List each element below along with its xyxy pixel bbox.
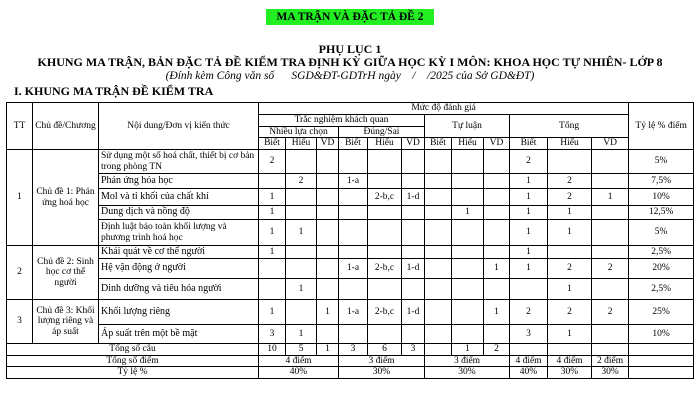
value-cell [425, 300, 452, 325]
value-cell [402, 206, 425, 220]
value-cell: 2 [548, 189, 592, 206]
value-cell [402, 325, 425, 344]
header-biet: Biết [510, 138, 548, 150]
value-cell [548, 246, 592, 259]
value-cell [339, 189, 368, 206]
value-cell [286, 246, 317, 259]
total-questions-row [7, 344, 694, 356]
value-cell [339, 279, 368, 300]
value-cell: 1 [510, 206, 548, 220]
subtitle: (Đính kèm Công văn số SGD&ĐT-GDTrH ngày / /2025 của Sở GD&ĐT) [165, 70, 535, 82]
empty-cell [548, 344, 592, 356]
header-hieu: Hiểu [368, 138, 402, 150]
value-cell [592, 206, 629, 220]
content-cell: Áp suất trên một bề mặt [99, 325, 259, 344]
value-cell [592, 279, 629, 300]
total-points-row [7, 355, 694, 367]
header-hieu: Hiểu [548, 138, 592, 150]
main-title: KHUNG MA TRẬN, BẢN ĐẶC TẢ ĐỀ KIỂM TRA ĐỊNH KỲ GIỮA HỌC KỲ I MÔN: KHOA HỌC TỰ NHIÊN- LỚP 8 [37, 55, 663, 69]
value-cell: 2 [548, 300, 592, 325]
content-cell: Hệ vận động ở người [99, 259, 259, 279]
value-cell [425, 325, 452, 344]
value-cell [484, 220, 510, 246]
total-questions-cell: 1 [317, 344, 339, 356]
value-cell [317, 150, 339, 174]
value-cell [317, 189, 339, 206]
value-cell: 2 [510, 300, 548, 325]
value-cell: 1 [259, 300, 286, 325]
empty-cell [510, 344, 548, 356]
total-questions-cell [425, 344, 452, 356]
empty-cell [629, 367, 694, 379]
value-cell [452, 189, 484, 206]
total-points-cell: 3 điểm [425, 355, 510, 367]
value-cell: 2-b,c [368, 300, 402, 325]
value-cell: 1-a [339, 300, 368, 325]
table-row [7, 150, 694, 174]
ratio-label: Tỷ lệ % [7, 367, 259, 379]
value-cell: 1-a [339, 259, 368, 279]
header-chapter: Chủ đề/Chương [33, 103, 99, 150]
table-row [7, 325, 694, 344]
value-cell: 1 [452, 206, 484, 220]
value-cell [452, 259, 484, 279]
value-cell [452, 174, 484, 189]
value-cell [339, 325, 368, 344]
appendix-title: PHỤ LỤC 1 [318, 42, 382, 56]
percent-cell: 2,5% [629, 246, 694, 259]
header-hieu: Hiểu [286, 138, 317, 150]
value-cell: 2 [548, 174, 592, 189]
table-row [7, 300, 694, 325]
chapter-cell: Chủ đề 2: Sinh học cơ thể người [33, 246, 99, 300]
value-cell [368, 174, 402, 189]
total-questions-label: Tổng số câu [7, 344, 259, 356]
percent-cell: 20% [629, 259, 694, 279]
header-level: Mức độ đánh giá [259, 103, 629, 115]
value-cell: 1 [259, 220, 286, 246]
total-questions-cell: 3 [339, 344, 368, 356]
header-multiple-choice: Nhiều lựa chọn [259, 126, 339, 138]
header-biet: Biết [339, 138, 368, 150]
value-cell [592, 150, 629, 174]
value-cell: 1 [548, 206, 592, 220]
table-row [7, 189, 694, 206]
header-tt: TT [7, 103, 33, 150]
value-cell [317, 279, 339, 300]
value-cell [402, 150, 425, 174]
percent-cell: 10% [629, 325, 694, 344]
value-cell [317, 246, 339, 259]
value-cell [452, 300, 484, 325]
value-cell: 2 [286, 174, 317, 189]
value-cell [286, 150, 317, 174]
total-points-cell: 4 điểm [510, 355, 548, 367]
percent-cell: 10% [629, 189, 694, 206]
value-cell: 1 [317, 300, 339, 325]
value-cell: 1 [510, 220, 548, 246]
value-cell: 1 [592, 189, 629, 206]
value-cell [286, 259, 317, 279]
value-cell [317, 220, 339, 246]
value-cell [286, 189, 317, 206]
percent-cell: 7,5% [629, 174, 694, 189]
value-cell: 1 [510, 246, 548, 259]
header-total: Tổng [510, 115, 629, 138]
value-cell [339, 246, 368, 259]
header-content: Nội dung/Đơn vị kiến thức [99, 103, 259, 150]
value-cell [592, 174, 629, 189]
value-cell [510, 279, 548, 300]
total-questions-cell: 6 [368, 344, 402, 356]
ratio-cell: 30% [339, 367, 425, 379]
table-row [7, 279, 694, 300]
value-cell [317, 206, 339, 220]
value-cell [317, 325, 339, 344]
header-biet: Biết [425, 138, 452, 150]
value-cell [484, 325, 510, 344]
value-cell: 2-b,c [368, 189, 402, 206]
value-cell [425, 246, 452, 259]
value-cell: 1-d [402, 300, 425, 325]
value-cell [592, 325, 629, 344]
value-cell: 1 [510, 189, 548, 206]
total-questions-cell: 5 [286, 344, 317, 356]
ratio-cell: 30% [425, 367, 510, 379]
value-cell [484, 279, 510, 300]
chapter-cell: Chủ đề 1: Phản ứng hoá học [33, 150, 99, 246]
value-cell: 3 [259, 325, 286, 344]
value-cell: 2 [510, 150, 548, 174]
content-cell: Dung dịch và nồng độ [99, 206, 259, 220]
value-cell [402, 220, 425, 246]
value-cell [402, 246, 425, 259]
chapter-cell: Chủ đề 3: Khối lượng riêng và áp suất [33, 300, 99, 344]
value-cell: 1 [286, 279, 317, 300]
value-cell [368, 206, 402, 220]
ratio-cell: 30% [548, 367, 592, 379]
value-cell [368, 279, 402, 300]
value-cell: 1 [548, 279, 592, 300]
value-cell [368, 325, 402, 344]
value-cell: 1 [484, 259, 510, 279]
header-vd: VD [317, 138, 339, 150]
table-row [7, 220, 694, 246]
value-cell [484, 206, 510, 220]
value-cell [259, 174, 286, 189]
percent-cell: 12,5% [629, 206, 694, 220]
value-cell: 1 [548, 220, 592, 246]
value-cell: 2 [548, 259, 592, 279]
value-cell [452, 279, 484, 300]
total-questions-cell: 2 [484, 344, 510, 356]
value-cell [339, 150, 368, 174]
value-cell: 2 [592, 300, 629, 325]
content-cell: Mol và tỉ khối của chất khí [99, 189, 259, 206]
value-cell [452, 150, 484, 174]
header-vd: VD [592, 138, 629, 150]
header-biet: Biết [259, 138, 286, 150]
percent-cell: 25% [629, 300, 694, 325]
value-cell: 1 [548, 325, 592, 344]
header-vd: VD [484, 138, 510, 150]
total-questions-cell: 10 [259, 344, 286, 356]
value-cell: 1-d [402, 189, 425, 206]
value-cell [548, 150, 592, 174]
header-hieu: Hiểu [452, 138, 484, 150]
total-points-cell: 4 điểm [259, 355, 339, 367]
content-cell: Khối lượng riêng [99, 300, 259, 325]
ratio-row [7, 367, 694, 379]
value-cell: 1 [259, 189, 286, 206]
value-cell: 1-d [402, 259, 425, 279]
value-cell [425, 220, 452, 246]
value-cell [452, 220, 484, 246]
content-cell: Định luật bảo toàn khối lượng và phương trình hoá học [99, 220, 259, 246]
value-cell [259, 279, 286, 300]
value-cell [425, 279, 452, 300]
total-points-cell: 4 điểm [548, 355, 592, 367]
header-true-false: Đúng/Sai [339, 126, 425, 138]
ratio-cell: 40% [510, 367, 548, 379]
section-title: I. KHUNG MA TRẬN ĐỀ KIỂM TRA [14, 84, 214, 98]
value-cell [317, 174, 339, 189]
value-cell: 1-a [339, 174, 368, 189]
highlight-title: MA TRẬN VÀ ĐẶC TẢ ĐỀ 2 [266, 9, 434, 25]
total-points-cell: 3 điểm [339, 355, 425, 367]
row-tt: 3 [7, 300, 33, 344]
total-points-label: Tổng số điểm [7, 355, 259, 367]
content-cell: Khái quát về cơ thể người [99, 246, 259, 259]
total-questions-cell: 1 [452, 344, 484, 356]
value-cell [484, 246, 510, 259]
header-vd: VD [402, 138, 425, 150]
value-cell [317, 259, 339, 279]
value-cell: 1 [510, 174, 548, 189]
value-cell: 1 [484, 300, 510, 325]
value-cell [402, 279, 425, 300]
percent-cell: 2,5% [629, 279, 694, 300]
value-cell: 3 [510, 325, 548, 344]
value-cell [425, 206, 452, 220]
percent-cell: 5% [629, 220, 694, 246]
value-cell [339, 206, 368, 220]
value-cell [368, 220, 402, 246]
value-cell [452, 325, 484, 344]
value-cell [259, 259, 286, 279]
value-cell: 1 [510, 259, 548, 279]
value-cell [368, 246, 402, 259]
total-points-cell: 2 điểm [592, 355, 629, 367]
value-cell [452, 246, 484, 259]
row-tt: 1 [7, 150, 33, 246]
table-row [7, 206, 694, 220]
empty-cell [629, 355, 694, 367]
header-essay: Tự luận [425, 115, 510, 138]
value-cell: 2 [592, 259, 629, 279]
percent-cell: 5% [629, 150, 694, 174]
table-row [7, 246, 694, 259]
value-cell [339, 220, 368, 246]
content-cell: Dinh dưỡng và tiêu hóa người [99, 279, 259, 300]
content-cell: Sử dụng một số hoá chất, thiết bị cơ bản trong phòng TN [99, 150, 259, 174]
ratio-cell: 40% [259, 367, 339, 379]
header-percent: Tỷ lệ % điểm [629, 103, 694, 150]
value-cell: 1 [259, 206, 286, 220]
value-cell [484, 174, 510, 189]
value-cell: 2-b,c [368, 259, 402, 279]
value-cell [592, 220, 629, 246]
value-cell [425, 259, 452, 279]
value-cell [425, 189, 452, 206]
content-cell: Phản ứng hóa học [99, 174, 259, 189]
header-objective: Trắc nghiệm khách quan [259, 115, 425, 127]
value-cell: 1 [286, 325, 317, 344]
table-row [7, 174, 694, 189]
value-cell: 2 [259, 150, 286, 174]
value-cell: 1 [259, 246, 286, 259]
empty-cell [629, 344, 694, 356]
total-questions-cell: 3 [402, 344, 425, 356]
value-cell [484, 150, 510, 174]
value-cell [402, 174, 425, 189]
value-cell: 1 [286, 220, 317, 246]
value-cell [425, 150, 452, 174]
matrix-table [6, 102, 694, 379]
value-cell [425, 174, 452, 189]
value-cell [286, 300, 317, 325]
value-cell [592, 246, 629, 259]
ratio-cell: 30% [592, 367, 629, 379]
table-row [7, 259, 694, 279]
empty-cell [592, 344, 629, 356]
value-cell [484, 189, 510, 206]
row-tt: 2 [7, 246, 33, 300]
value-cell [286, 206, 317, 220]
value-cell [368, 150, 402, 174]
